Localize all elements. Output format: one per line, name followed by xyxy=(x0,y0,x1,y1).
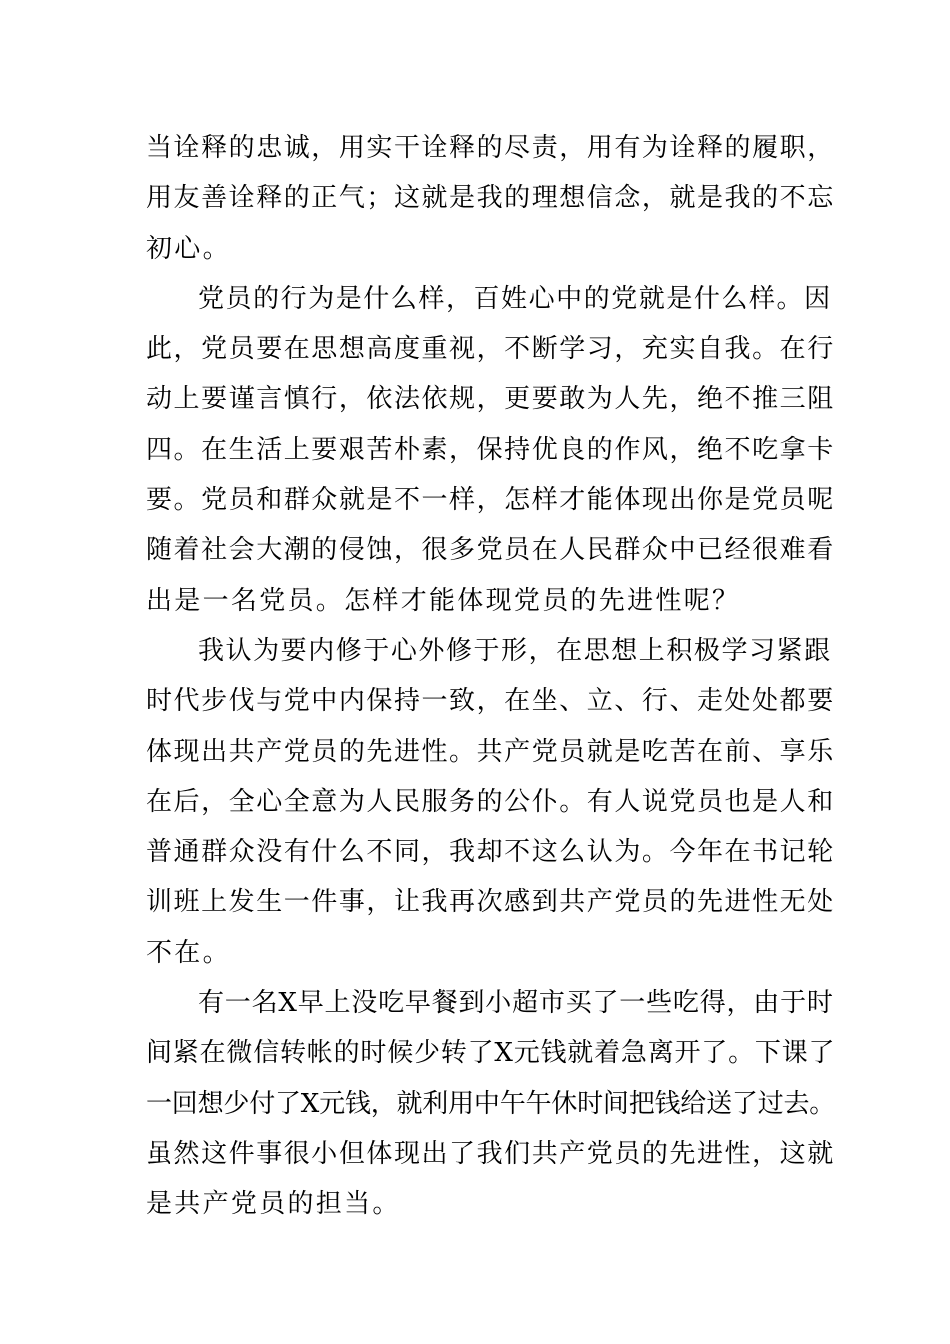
text-line: 时代步伐与党中内保持一致，在坐、立、行、走处处都要 xyxy=(146,686,835,717)
text-line: 普通群众没有什么不同，我却不这么认为。今年在书记轮 xyxy=(146,837,835,868)
text-line: 训班上发生一件事，让我再次感到共产党员的先进性无处 xyxy=(146,887,835,918)
document-body xyxy=(146,123,836,1230)
text-line: 一回想少付了X元钱，就利用中午午休时间把钱给送了过去。 xyxy=(146,1088,836,1119)
text-line: 是共产党员的担当。 xyxy=(146,1189,401,1220)
text-line: 不在。 xyxy=(146,937,231,968)
text-line: 初心。 xyxy=(146,233,231,264)
text-line: 四。在生活上要艰苦朴素，保持优良的作风，绝不吃拿卡 xyxy=(146,434,835,465)
text-line: 随着社会大潮的侵蚀，很多党员在人民群众中已经很难看 xyxy=(146,535,835,566)
text-line: 动上要谨言慎行，依法依规，更要敢为人先，绝不推三阻 xyxy=(146,384,835,415)
text-line: 党员的行为是什么样，百姓心中的党就是什么样。因 xyxy=(198,283,832,314)
paragraph-2 xyxy=(146,274,835,626)
text-line: 在后，全心全意为人民服务的公仆。有人说党员也是人和 xyxy=(146,786,835,817)
text-line: 体现出共产党员的先进性。共产党员就是吃苦在前、享乐 xyxy=(146,736,835,767)
text-line: 用友善诠释的正气；这就是我的理想信念，就是我的不忘 xyxy=(146,183,835,214)
text-line: 有一名X早上没吃早餐到小超市买了一些吃得，由于时 xyxy=(198,988,834,1019)
text-line: 虽然这件事很小但体现出了我们共产党员的先进性，这就 xyxy=(146,1138,835,1169)
paragraph-3 xyxy=(146,626,835,978)
text-line: 要。党员和群众就是不一样，怎样才能体现出你是党员呢 xyxy=(146,485,835,516)
text-line: 当诠释的忠诚，用实干诠释的尽责，用有为诠释的履职， xyxy=(146,133,835,163)
text-line: 间紧在微信转帐的时候少转了X元钱就着急离开了。下课了 xyxy=(146,1038,836,1069)
paragraph-1 xyxy=(146,123,835,274)
text-line: 我认为要内修于心外修于形，在思想上积极学习紧跟 xyxy=(198,635,832,666)
text-line: 出是一名党员。怎样才能体现党员的先进性呢？ xyxy=(146,585,741,616)
paragraph-4 xyxy=(146,978,836,1229)
text-line: 此，党员要在思想高度重视，不断学习，充实自我。在行 xyxy=(146,334,835,365)
